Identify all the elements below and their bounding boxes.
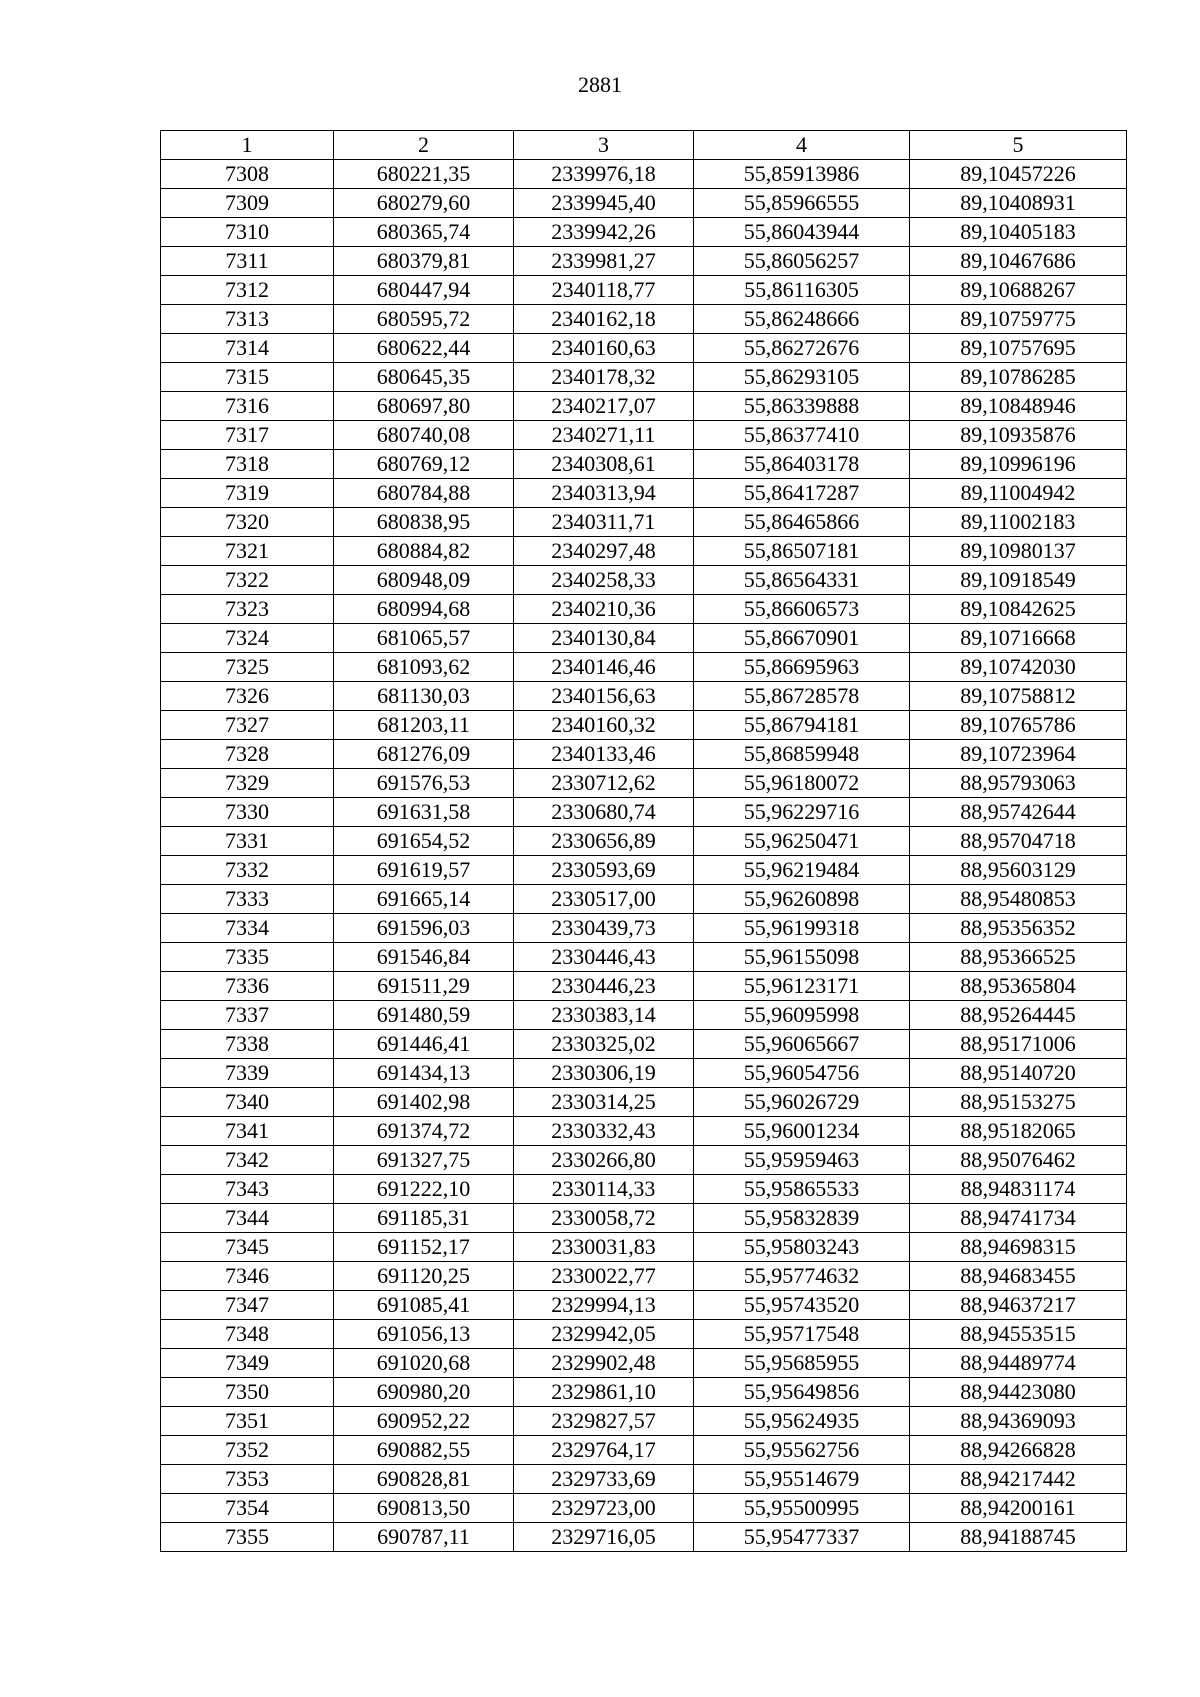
longitude-cell: 88,94553515 bbox=[910, 1320, 1127, 1349]
x-coordinate-cell: 681276,09 bbox=[334, 740, 514, 769]
longitude-cell: 88,95365804 bbox=[910, 972, 1127, 1001]
y-coordinate-cell: 2330593,69 bbox=[514, 856, 694, 885]
longitude-cell: 89,10758812 bbox=[910, 682, 1127, 711]
x-coordinate-cell: 680740,08 bbox=[334, 421, 514, 450]
point-number-cell: 7344 bbox=[161, 1204, 334, 1233]
longitude-cell: 89,10765786 bbox=[910, 711, 1127, 740]
latitude-cell: 55,95774632 bbox=[694, 1262, 910, 1291]
point-number-cell: 7345 bbox=[161, 1233, 334, 1262]
latitude-cell: 55,96054756 bbox=[694, 1059, 910, 1088]
point-number-cell: 7319 bbox=[161, 479, 334, 508]
x-coordinate-cell: 681093,62 bbox=[334, 653, 514, 682]
y-coordinate-cell: 2329902,48 bbox=[514, 1349, 694, 1378]
point-number-cell: 7326 bbox=[161, 682, 334, 711]
x-coordinate-cell: 680447,94 bbox=[334, 276, 514, 305]
latitude-cell: 55,86403178 bbox=[694, 450, 910, 479]
latitude-cell: 55,95624935 bbox=[694, 1407, 910, 1436]
table-row bbox=[161, 247, 1127, 276]
y-coordinate-cell: 2340311,71 bbox=[514, 508, 694, 537]
y-coordinate-cell: 2329723,00 bbox=[514, 1494, 694, 1523]
table-row bbox=[161, 1407, 1127, 1436]
y-coordinate-cell: 2340160,32 bbox=[514, 711, 694, 740]
table-row bbox=[161, 1030, 1127, 1059]
y-coordinate-cell: 2340178,32 bbox=[514, 363, 694, 392]
longitude-cell: 89,10842625 bbox=[910, 595, 1127, 624]
y-coordinate-cell: 2330325,02 bbox=[514, 1030, 694, 1059]
longitude-cell: 88,95793063 bbox=[910, 769, 1127, 798]
y-coordinate-cell: 2340133,46 bbox=[514, 740, 694, 769]
x-coordinate-cell: 680379,81 bbox=[334, 247, 514, 276]
y-coordinate-cell: 2339945,40 bbox=[514, 189, 694, 218]
x-coordinate-cell: 680838,95 bbox=[334, 508, 514, 537]
column-header-4: 4 bbox=[694, 131, 910, 160]
point-number-cell: 7322 bbox=[161, 566, 334, 595]
longitude-cell: 88,95076462 bbox=[910, 1146, 1127, 1175]
latitude-cell: 55,86377410 bbox=[694, 421, 910, 450]
y-coordinate-cell: 2330266,80 bbox=[514, 1146, 694, 1175]
point-number-cell: 7327 bbox=[161, 711, 334, 740]
y-coordinate-cell: 2340217,07 bbox=[514, 392, 694, 421]
y-coordinate-cell: 2330031,83 bbox=[514, 1233, 694, 1262]
longitude-cell: 89,10980137 bbox=[910, 537, 1127, 566]
table-row bbox=[161, 276, 1127, 305]
point-number-cell: 7334 bbox=[161, 914, 334, 943]
x-coordinate-cell: 690813,50 bbox=[334, 1494, 514, 1523]
latitude-cell: 55,95959463 bbox=[694, 1146, 910, 1175]
longitude-cell: 88,95182065 bbox=[910, 1117, 1127, 1146]
y-coordinate-cell: 2330446,43 bbox=[514, 943, 694, 972]
table-row bbox=[161, 1204, 1127, 1233]
table-row bbox=[161, 1088, 1127, 1117]
y-coordinate-cell: 2340271,11 bbox=[514, 421, 694, 450]
y-coordinate-cell: 2330332,43 bbox=[514, 1117, 694, 1146]
latitude-cell: 55,95865533 bbox=[694, 1175, 910, 1204]
table-row bbox=[161, 334, 1127, 363]
point-number-cell: 7346 bbox=[161, 1262, 334, 1291]
x-coordinate-cell: 691402,98 bbox=[334, 1088, 514, 1117]
point-number-cell: 7336 bbox=[161, 972, 334, 1001]
x-coordinate-cell: 691446,41 bbox=[334, 1030, 514, 1059]
y-coordinate-cell: 2340258,33 bbox=[514, 566, 694, 595]
y-coordinate-cell: 2340308,61 bbox=[514, 450, 694, 479]
latitude-cell: 55,96001234 bbox=[694, 1117, 910, 1146]
table-row bbox=[161, 160, 1127, 189]
longitude-cell: 89,11002183 bbox=[910, 508, 1127, 537]
table-row bbox=[161, 1146, 1127, 1175]
longitude-cell: 88,94200161 bbox=[910, 1494, 1127, 1523]
point-number-cell: 7338 bbox=[161, 1030, 334, 1059]
table-row bbox=[161, 798, 1127, 827]
latitude-cell: 55,96180072 bbox=[694, 769, 910, 798]
table-row bbox=[161, 1059, 1127, 1088]
longitude-cell: 89,10467686 bbox=[910, 247, 1127, 276]
table-row bbox=[161, 566, 1127, 595]
table-row bbox=[161, 1001, 1127, 1030]
latitude-cell: 55,96250471 bbox=[694, 827, 910, 856]
table-row bbox=[161, 1262, 1127, 1291]
y-coordinate-cell: 2330517,00 bbox=[514, 885, 694, 914]
latitude-cell: 55,96219484 bbox=[694, 856, 910, 885]
latitude-cell: 55,86606573 bbox=[694, 595, 910, 624]
table-row bbox=[161, 885, 1127, 914]
latitude-cell: 55,95500995 bbox=[694, 1494, 910, 1523]
longitude-cell: 88,94698315 bbox=[910, 1233, 1127, 1262]
point-number-cell: 7355 bbox=[161, 1523, 334, 1552]
latitude-cell: 55,96260898 bbox=[694, 885, 910, 914]
longitude-cell: 89,10457226 bbox=[910, 160, 1127, 189]
table-row bbox=[161, 972, 1127, 1001]
longitude-cell: 88,94683455 bbox=[910, 1262, 1127, 1291]
latitude-cell: 55,95743520 bbox=[694, 1291, 910, 1320]
table-row bbox=[161, 1320, 1127, 1349]
x-coordinate-cell: 681065,57 bbox=[334, 624, 514, 653]
latitude-cell: 55,96229716 bbox=[694, 798, 910, 827]
latitude-cell: 55,86056257 bbox=[694, 247, 910, 276]
latitude-cell: 55,96199318 bbox=[694, 914, 910, 943]
x-coordinate-cell: 691152,17 bbox=[334, 1233, 514, 1262]
longitude-cell: 88,95704718 bbox=[910, 827, 1127, 856]
x-coordinate-cell: 690828,81 bbox=[334, 1465, 514, 1494]
longitude-cell: 88,95171006 bbox=[910, 1030, 1127, 1059]
point-number-cell: 7310 bbox=[161, 218, 334, 247]
longitude-cell: 88,94489774 bbox=[910, 1349, 1127, 1378]
x-coordinate-cell: 680622,44 bbox=[334, 334, 514, 363]
x-coordinate-cell: 680365,74 bbox=[334, 218, 514, 247]
table-row bbox=[161, 1117, 1127, 1146]
y-coordinate-cell: 2330680,74 bbox=[514, 798, 694, 827]
point-number-cell: 7354 bbox=[161, 1494, 334, 1523]
latitude-cell: 55,96123171 bbox=[694, 972, 910, 1001]
x-coordinate-cell: 680221,35 bbox=[334, 160, 514, 189]
latitude-cell: 55,95832839 bbox=[694, 1204, 910, 1233]
table-row bbox=[161, 421, 1127, 450]
x-coordinate-cell: 680884,82 bbox=[334, 537, 514, 566]
point-number-cell: 7353 bbox=[161, 1465, 334, 1494]
latitude-cell: 55,86564331 bbox=[694, 566, 910, 595]
latitude-cell: 55,86670901 bbox=[694, 624, 910, 653]
column-header-3: 3 bbox=[514, 131, 694, 160]
y-coordinate-cell: 2340146,46 bbox=[514, 653, 694, 682]
table-row bbox=[161, 1233, 1127, 1262]
longitude-cell: 89,10935876 bbox=[910, 421, 1127, 450]
point-number-cell: 7312 bbox=[161, 276, 334, 305]
longitude-cell: 88,94637217 bbox=[910, 1291, 1127, 1320]
latitude-cell: 55,95649856 bbox=[694, 1378, 910, 1407]
x-coordinate-cell: 691576,53 bbox=[334, 769, 514, 798]
point-number-cell: 7335 bbox=[161, 943, 334, 972]
x-coordinate-cell: 680279,60 bbox=[334, 189, 514, 218]
point-number-cell: 7340 bbox=[161, 1088, 334, 1117]
table-row bbox=[161, 653, 1127, 682]
x-coordinate-cell: 691511,29 bbox=[334, 972, 514, 1001]
x-coordinate-cell: 691546,84 bbox=[334, 943, 514, 972]
table-row bbox=[161, 305, 1127, 334]
longitude-cell: 88,94217442 bbox=[910, 1465, 1127, 1494]
y-coordinate-cell: 2330712,62 bbox=[514, 769, 694, 798]
x-coordinate-cell: 690980,20 bbox=[334, 1378, 514, 1407]
longitude-cell: 88,95366525 bbox=[910, 943, 1127, 972]
latitude-cell: 55,86272676 bbox=[694, 334, 910, 363]
latitude-cell: 55,86507181 bbox=[694, 537, 910, 566]
point-number-cell: 7311 bbox=[161, 247, 334, 276]
y-coordinate-cell: 2330383,14 bbox=[514, 1001, 694, 1030]
table-body bbox=[161, 160, 1127, 1552]
point-number-cell: 7321 bbox=[161, 537, 334, 566]
x-coordinate-cell: 680769,12 bbox=[334, 450, 514, 479]
table-row bbox=[161, 943, 1127, 972]
table-row bbox=[161, 624, 1127, 653]
point-number-cell: 7317 bbox=[161, 421, 334, 450]
latitude-cell: 55,86417287 bbox=[694, 479, 910, 508]
x-coordinate-cell: 691056,13 bbox=[334, 1320, 514, 1349]
latitude-cell: 55,86794181 bbox=[694, 711, 910, 740]
table-row bbox=[161, 827, 1127, 856]
x-coordinate-cell: 690952,22 bbox=[334, 1407, 514, 1436]
table-header-row bbox=[161, 131, 1127, 160]
latitude-cell: 55,86465866 bbox=[694, 508, 910, 537]
y-coordinate-cell: 2329764,17 bbox=[514, 1436, 694, 1465]
table-row bbox=[161, 769, 1127, 798]
y-coordinate-cell: 2329942,05 bbox=[514, 1320, 694, 1349]
point-number-cell: 7342 bbox=[161, 1146, 334, 1175]
x-coordinate-cell: 691222,10 bbox=[334, 1175, 514, 1204]
y-coordinate-cell: 2330439,73 bbox=[514, 914, 694, 943]
longitude-cell: 88,95264445 bbox=[910, 1001, 1127, 1030]
y-coordinate-cell: 2329827,57 bbox=[514, 1407, 694, 1436]
table-row bbox=[161, 1175, 1127, 1204]
latitude-cell: 55,95514679 bbox=[694, 1465, 910, 1494]
point-number-cell: 7330 bbox=[161, 798, 334, 827]
x-coordinate-cell: 680948,09 bbox=[334, 566, 514, 595]
table-row bbox=[161, 537, 1127, 566]
latitude-cell: 55,86293105 bbox=[694, 363, 910, 392]
table-row bbox=[161, 479, 1127, 508]
latitude-cell: 55,85913986 bbox=[694, 160, 910, 189]
point-number-cell: 7331 bbox=[161, 827, 334, 856]
y-coordinate-cell: 2330314,25 bbox=[514, 1088, 694, 1117]
y-coordinate-cell: 2340156,63 bbox=[514, 682, 694, 711]
longitude-cell: 89,10757695 bbox=[910, 334, 1127, 363]
table-row bbox=[161, 1436, 1127, 1465]
x-coordinate-cell: 691085,41 bbox=[334, 1291, 514, 1320]
point-number-cell: 7316 bbox=[161, 392, 334, 421]
longitude-cell: 88,94266828 bbox=[910, 1436, 1127, 1465]
longitude-cell: 88,94741734 bbox=[910, 1204, 1127, 1233]
y-coordinate-cell: 2339976,18 bbox=[514, 160, 694, 189]
point-number-cell: 7328 bbox=[161, 740, 334, 769]
x-coordinate-cell: 691020,68 bbox=[334, 1349, 514, 1378]
x-coordinate-cell: 691327,75 bbox=[334, 1146, 514, 1175]
latitude-cell: 55,95477337 bbox=[694, 1523, 910, 1552]
x-coordinate-cell: 680784,88 bbox=[334, 479, 514, 508]
y-coordinate-cell: 2330022,77 bbox=[514, 1262, 694, 1291]
coordinates-table bbox=[160, 130, 1127, 1552]
latitude-cell: 55,86728578 bbox=[694, 682, 910, 711]
latitude-cell: 55,96155098 bbox=[694, 943, 910, 972]
table-row bbox=[161, 1291, 1127, 1320]
table-row bbox=[161, 856, 1127, 885]
table-row bbox=[161, 189, 1127, 218]
point-number-cell: 7320 bbox=[161, 508, 334, 537]
table-row bbox=[161, 1349, 1127, 1378]
table-row bbox=[161, 1465, 1127, 1494]
x-coordinate-cell: 691654,52 bbox=[334, 827, 514, 856]
longitude-cell: 89,10759775 bbox=[910, 305, 1127, 334]
point-number-cell: 7348 bbox=[161, 1320, 334, 1349]
y-coordinate-cell: 2330114,33 bbox=[514, 1175, 694, 1204]
column-header-2: 2 bbox=[334, 131, 514, 160]
point-number-cell: 7337 bbox=[161, 1001, 334, 1030]
y-coordinate-cell: 2330656,89 bbox=[514, 827, 694, 856]
longitude-cell: 88,95140720 bbox=[910, 1059, 1127, 1088]
y-coordinate-cell: 2329994,13 bbox=[514, 1291, 694, 1320]
longitude-cell: 89,10848946 bbox=[910, 392, 1127, 421]
x-coordinate-cell: 690882,55 bbox=[334, 1436, 514, 1465]
y-coordinate-cell: 2329716,05 bbox=[514, 1523, 694, 1552]
table-row bbox=[161, 392, 1127, 421]
y-coordinate-cell: 2340297,48 bbox=[514, 537, 694, 566]
longitude-cell: 88,95742644 bbox=[910, 798, 1127, 827]
point-number-cell: 7324 bbox=[161, 624, 334, 653]
point-number-cell: 7343 bbox=[161, 1175, 334, 1204]
point-number-cell: 7325 bbox=[161, 653, 334, 682]
longitude-cell: 89,10405183 bbox=[910, 218, 1127, 247]
latitude-cell: 55,86859948 bbox=[694, 740, 910, 769]
y-coordinate-cell: 2340313,94 bbox=[514, 479, 694, 508]
longitude-cell: 89,10786285 bbox=[910, 363, 1127, 392]
point-number-cell: 7352 bbox=[161, 1436, 334, 1465]
x-coordinate-cell: 691434,13 bbox=[334, 1059, 514, 1088]
x-coordinate-cell: 680595,72 bbox=[334, 305, 514, 334]
table-row bbox=[161, 508, 1127, 537]
point-number-cell: 7323 bbox=[161, 595, 334, 624]
x-coordinate-cell: 681130,03 bbox=[334, 682, 514, 711]
y-coordinate-cell: 2340162,18 bbox=[514, 305, 694, 334]
point-number-cell: 7308 bbox=[161, 160, 334, 189]
point-number-cell: 7339 bbox=[161, 1059, 334, 1088]
x-coordinate-cell: 681203,11 bbox=[334, 711, 514, 740]
x-coordinate-cell: 691619,57 bbox=[334, 856, 514, 885]
x-coordinate-cell: 691665,14 bbox=[334, 885, 514, 914]
longitude-cell: 88,95603129 bbox=[910, 856, 1127, 885]
longitude-cell: 89,10408931 bbox=[910, 189, 1127, 218]
latitude-cell: 55,95717548 bbox=[694, 1320, 910, 1349]
y-coordinate-cell: 2339942,26 bbox=[514, 218, 694, 247]
point-number-cell: 7309 bbox=[161, 189, 334, 218]
y-coordinate-cell: 2330306,19 bbox=[514, 1059, 694, 1088]
x-coordinate-cell: 680994,68 bbox=[334, 595, 514, 624]
latitude-cell: 55,96026729 bbox=[694, 1088, 910, 1117]
x-coordinate-cell: 680645,35 bbox=[334, 363, 514, 392]
y-coordinate-cell: 2340118,77 bbox=[514, 276, 694, 305]
latitude-cell: 55,86248666 bbox=[694, 305, 910, 334]
latitude-cell: 55,95685955 bbox=[694, 1349, 910, 1378]
y-coordinate-cell: 2330446,23 bbox=[514, 972, 694, 1001]
table-row bbox=[161, 218, 1127, 247]
point-number-cell: 7350 bbox=[161, 1378, 334, 1407]
longitude-cell: 88,94369093 bbox=[910, 1407, 1127, 1436]
point-number-cell: 7351 bbox=[161, 1407, 334, 1436]
latitude-cell: 55,95803243 bbox=[694, 1233, 910, 1262]
latitude-cell: 55,86043944 bbox=[694, 218, 910, 247]
latitude-cell: 55,86116305 bbox=[694, 276, 910, 305]
latitude-cell: 55,95562756 bbox=[694, 1436, 910, 1465]
latitude-cell: 55,86695963 bbox=[694, 653, 910, 682]
column-header-1: 1 bbox=[161, 131, 334, 160]
latitude-cell: 55,85966555 bbox=[694, 189, 910, 218]
table-row bbox=[161, 595, 1127, 624]
table-row bbox=[161, 711, 1127, 740]
table-row bbox=[161, 1378, 1127, 1407]
point-number-cell: 7318 bbox=[161, 450, 334, 479]
x-coordinate-cell: 691374,72 bbox=[334, 1117, 514, 1146]
y-coordinate-cell: 2340160,63 bbox=[514, 334, 694, 363]
table-row bbox=[161, 914, 1127, 943]
page-number: 2881 bbox=[578, 72, 622, 97]
point-number-cell: 7315 bbox=[161, 363, 334, 392]
point-number-cell: 7332 bbox=[161, 856, 334, 885]
longitude-cell: 88,94188745 bbox=[910, 1523, 1127, 1552]
longitude-cell: 88,95153275 bbox=[910, 1088, 1127, 1117]
x-coordinate-cell: 691185,31 bbox=[334, 1204, 514, 1233]
latitude-cell: 55,96095998 bbox=[694, 1001, 910, 1030]
column-header-5: 5 bbox=[910, 131, 1127, 160]
y-coordinate-cell: 2340130,84 bbox=[514, 624, 694, 653]
latitude-cell: 55,96065667 bbox=[694, 1030, 910, 1059]
point-number-cell: 7349 bbox=[161, 1349, 334, 1378]
x-coordinate-cell: 691120,25 bbox=[334, 1262, 514, 1291]
point-number-cell: 7329 bbox=[161, 769, 334, 798]
y-coordinate-cell: 2329733,69 bbox=[514, 1465, 694, 1494]
longitude-cell: 89,10742030 bbox=[910, 653, 1127, 682]
longitude-cell: 89,10688267 bbox=[910, 276, 1127, 305]
longitude-cell: 89,10996196 bbox=[910, 450, 1127, 479]
longitude-cell: 88,94831174 bbox=[910, 1175, 1127, 1204]
x-coordinate-cell: 691480,59 bbox=[334, 1001, 514, 1030]
longitude-cell: 88,95480853 bbox=[910, 885, 1127, 914]
table-row bbox=[161, 1494, 1127, 1523]
latitude-cell: 55,86339888 bbox=[694, 392, 910, 421]
longitude-cell: 89,10716668 bbox=[910, 624, 1127, 653]
longitude-cell: 88,95356352 bbox=[910, 914, 1127, 943]
table-row bbox=[161, 1523, 1127, 1552]
y-coordinate-cell: 2339981,27 bbox=[514, 247, 694, 276]
table-row bbox=[161, 740, 1127, 769]
table-row bbox=[161, 450, 1127, 479]
x-coordinate-cell: 691631,58 bbox=[334, 798, 514, 827]
point-number-cell: 7347 bbox=[161, 1291, 334, 1320]
point-number-cell: 7341 bbox=[161, 1117, 334, 1146]
table-row bbox=[161, 363, 1127, 392]
y-coordinate-cell: 2330058,72 bbox=[514, 1204, 694, 1233]
point-number-cell: 7313 bbox=[161, 305, 334, 334]
longitude-cell: 89,10723964 bbox=[910, 740, 1127, 769]
point-number-cell: 7314 bbox=[161, 334, 334, 363]
longitude-cell: 89,10918549 bbox=[910, 566, 1127, 595]
y-coordinate-cell: 2340210,36 bbox=[514, 595, 694, 624]
longitude-cell: 88,94423080 bbox=[910, 1378, 1127, 1407]
y-coordinate-cell: 2329861,10 bbox=[514, 1378, 694, 1407]
x-coordinate-cell: 680697,80 bbox=[334, 392, 514, 421]
longitude-cell: 89,11004942 bbox=[910, 479, 1127, 508]
table-row bbox=[161, 682, 1127, 711]
x-coordinate-cell: 691596,03 bbox=[334, 914, 514, 943]
point-number-cell: 7333 bbox=[161, 885, 334, 914]
x-coordinate-cell: 690787,11 bbox=[334, 1523, 514, 1552]
